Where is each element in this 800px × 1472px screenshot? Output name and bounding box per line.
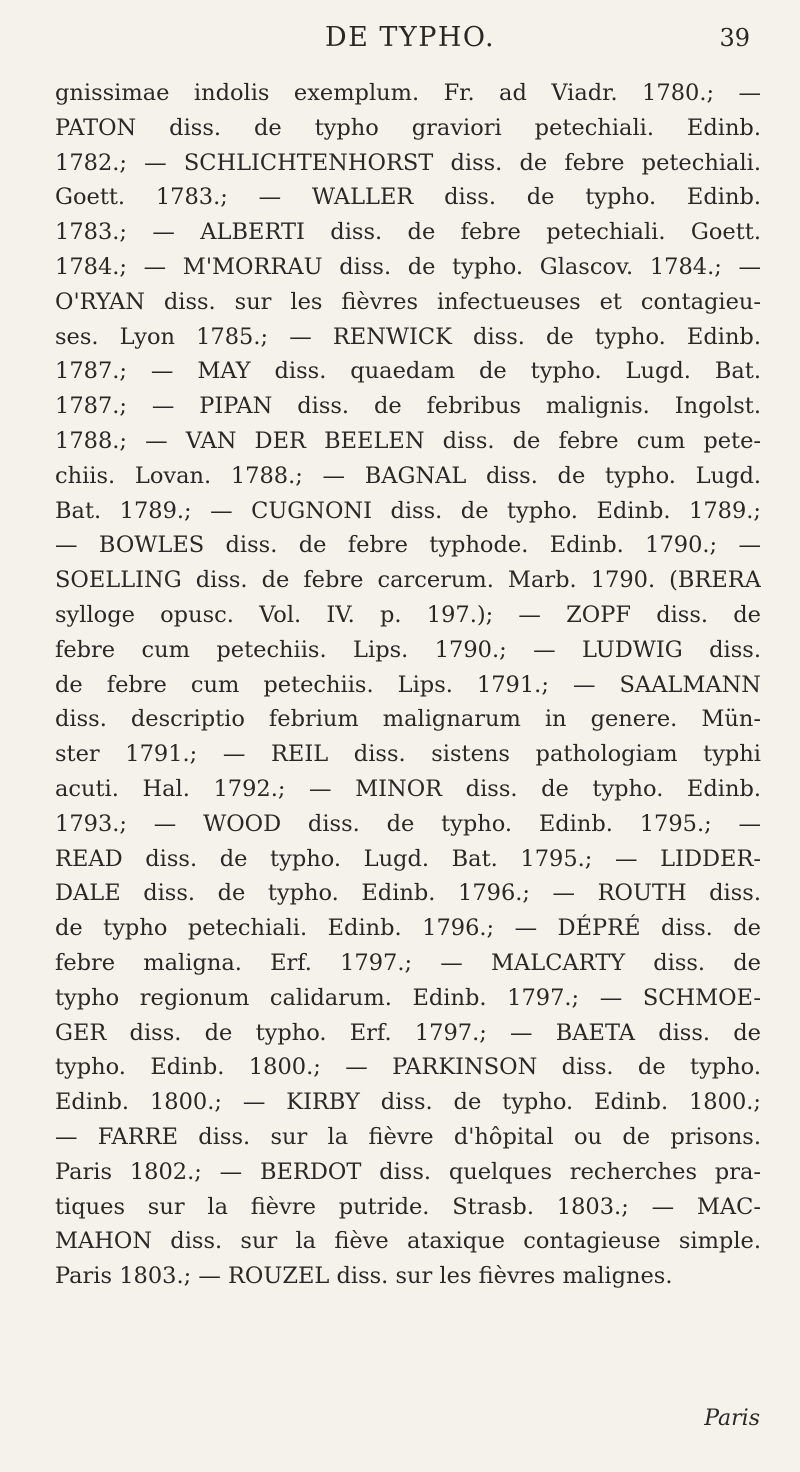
- text-line: ses. Lyon 1785.; — RENWICK diss. de typho. Edinb.: [55, 323, 761, 350]
- text-line: Paris 1803.; — ROUZEL diss. sur les fièvres malignes.: [55, 1263, 673, 1290]
- text-line: 1787.; — PIPAN diss. de febribus malignis. Ingolst.: [55, 393, 761, 420]
- text-line: 1783.; — ALBERTI diss. de febre petechiali. Goett.: [55, 219, 761, 246]
- running-title: DE TYPHO.: [324, 22, 496, 53]
- text-line: READ diss. de typho. Lugd. Bat. 1795.; — LIDDER-: [55, 845, 761, 872]
- text-line: 1788.; — VAN DER BEELEN diss. de febre cum pete-: [55, 427, 761, 454]
- text-line: SOELLING diss. de febre carcerum. Marb. 1790. (BRERA: [55, 567, 761, 594]
- text-line: acuti. Hal. 1792.; — MINOR diss. de typho. Edinb.: [55, 775, 761, 802]
- text-line: PATON diss. de typho graviori petechiali. Edinb.: [55, 114, 761, 141]
- running-head: [60, 22, 760, 62]
- text-line: typho regionum calidarum. Edinb. 1797.; — SCHMOE-: [55, 984, 761, 1011]
- text-line: typho. Edinb. 1800.; — PARKINSON diss. de typho.: [55, 1054, 761, 1081]
- text-line: Goett. 1783.; — WALLER diss. de typho. Edinb.: [55, 184, 761, 211]
- text-line: Paris 1802.; — BERDOT diss. quelques recherches pra-: [55, 1158, 761, 1185]
- text-line: sylloge opusc. Vol. IV. p. 197.); — ZOPF diss. de: [55, 601, 761, 628]
- text-line: GER diss. de typho. Erf. 1797.; — BAETA diss. de: [55, 1019, 761, 1046]
- text-line: Edinb. 1800.; — KIRBY diss. de typho. Edinb. 1800.;: [55, 1089, 761, 1116]
- text-line: O'RYAN diss. sur les fièvres infectueuses et contagieu-: [55, 288, 761, 315]
- text-line: diss. descriptio febrium malignarum in genere. Mün-: [55, 706, 761, 733]
- text-line: DALE diss. de typho. Edinb. 1796.; — ROUTH diss.: [55, 880, 761, 907]
- text-line: 1787.; — MAY diss. quaedam de typho. Lugd. Bat.: [55, 358, 761, 385]
- text-line: Bat. 1789.; — CUGNONI diss. de typho. Edinb. 1789.;: [55, 497, 761, 524]
- text-line: 1793.; — WOOD diss. de typho. Edinb. 1795.; —: [55, 810, 761, 837]
- text-line: ster 1791.; — REIL diss. sistens pathologiam typhi: [55, 741, 761, 768]
- text-line: gnissimae indolis exemplum. Fr. ad Viadr. 1780.; —: [55, 80, 761, 106]
- text-line: febre maligna. Erf. 1797.; — MALCARTY diss. de: [55, 949, 761, 976]
- bibliography-text: [55, 76, 761, 1294]
- text-line: febre cum petechiis. Lips. 1790.; — LUDWIG diss.: [55, 636, 761, 663]
- catchword: Paris: [704, 1406, 760, 1431]
- text-line: 1784.; — M'MORRAU diss. de typho. Glascov. 1784.; —: [55, 253, 761, 280]
- text-line: — FARRE diss. sur la fièvre d'hôpital ou de prisons.: [55, 1123, 761, 1150]
- text-line: tiques sur la fièvre putride. Strasb. 1803.; — MAC-: [55, 1193, 761, 1220]
- text-line: 1782.; — SCHLICHTENHORST diss. de febre petechiali.: [55, 149, 761, 176]
- text-line: chiis. Lovan. 1788.; — BAGNAL diss. de typho. Lugd.: [55, 462, 761, 489]
- text-line: de febre cum petechiis. Lips. 1791.; — SAALMANN: [55, 671, 761, 698]
- text-line: MAHON diss. sur la fiève ataxique contagieuse simple.: [55, 1228, 761, 1255]
- text-line: de typho petechiali. Edinb. 1796.; — DÉPRÉ diss. de: [55, 915, 761, 942]
- text-line: — BOWLES diss. de febre typhode. Edinb. 1790.; —: [55, 532, 761, 559]
- page-number: 39: [719, 24, 750, 52]
